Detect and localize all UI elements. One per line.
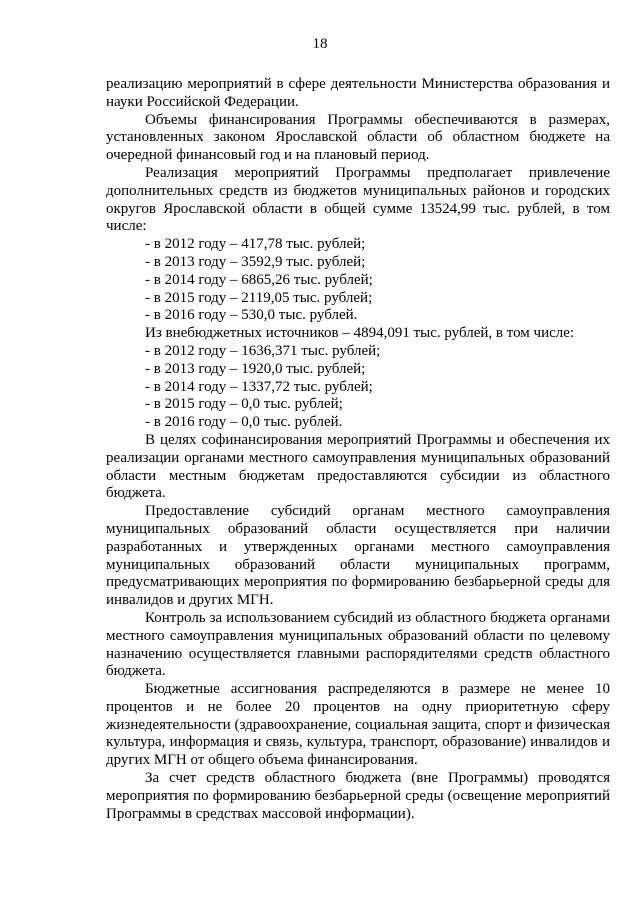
paragraph-continuation: реализацию мероприятий в сфере деятельности Министерства образования и науки Российской Федерации. [106,76,610,110]
document-body [106,76,610,823]
extrabudget-funds-list [106,343,610,432]
paragraph-cofinancing: В целях софинансирования мероприятий Программы и обеспечения их реализации органами местного самоуправления муниципальных образований области местным бюджетам предоставляются субсидии из областного бюджета. [106,431,610,502]
list-item: - в 2015 году – 2119,05 тыс. рублей; [145,289,373,306]
paragraph-funding-volumes: Объемы финансирования Программы обеспечиваются в размерах, установленных законом Ярославской области об областном бюджете на очередной финансовый год и на плановый период. [106,111,610,164]
list-item: - в 2013 году – 1920,0 тыс. рублей; [145,360,366,377]
paragraph-subsidy-provision: Предоставление субсидий органам местного самоуправления муниципальных образований области осуществляется при наличии разработанных и утвержденных органами местного самоуправления муниципальных образований области муниципальных программ, предусматривающих мероприятия по формированию безбарьерной среды для инвалидов и других МГН. [106,503,610,609]
list-item: - в 2014 году – 6865,26 тыс. рублей; [145,271,373,288]
list-item: - в 2016 году – 530,0 тыс. рублей. [145,307,358,324]
list-item: - в 2012 году – 417,78 тыс. рублей; [145,236,366,253]
list-item: - в 2013 году – 3592,9 тыс. рублей; [145,253,366,270]
list-item: - в 2012 году – 1636,371 тыс. рублей; [145,342,381,359]
list-item: - в 2015 году – 0,0 тыс. рублей; [145,396,343,413]
list-item: - в 2016 году – 0,0 тыс. рублей. [145,414,343,431]
paragraph-subsidy-control: Контроль за использованием субсидий из областного бюджета органами местного самоуправления муниципальных образований области по целевому назначению осуществляется главными распорядителями средств областного бюджета. [106,609,610,680]
paragraph-budget-allocations: Бюджетные ассигнования распределяются в размере не менее 10 процентов и не более 20 процентов на одну приоритетную сферу жизнедеятельности (здравоохранение, социальная защита, спорт и физическая культура, информация и связь, культура, транспорт, образование) инвалидов и других МГН от общего объема финансирования. [106,681,610,769]
paragraph-municipal-funds: Реализация мероприятий Программы предполагает привлечение дополнительных средств из бюджетов муниципальных районов и городских округов Ярославской области в общей сумме 13524,99 тыс. рублей, в том числе: [106,164,610,235]
municipal-funds-list [106,236,610,325]
paragraph-extrabudget-sources: Из внебюджетных источников – 4894,091 тыс. рублей, в том числе: [145,325,575,342]
paragraph-regional-budget: За счет средств областного бюджета (вне Программы) проводятся мероприятия по формированию безбарьерной среды (освещение мероприятий Программы в средствах массовой информации). [106,770,610,822]
list-item: - в 2014 году – 1337,72 тыс. рублей; [145,378,373,395]
page-number: 18 [312,36,328,52]
